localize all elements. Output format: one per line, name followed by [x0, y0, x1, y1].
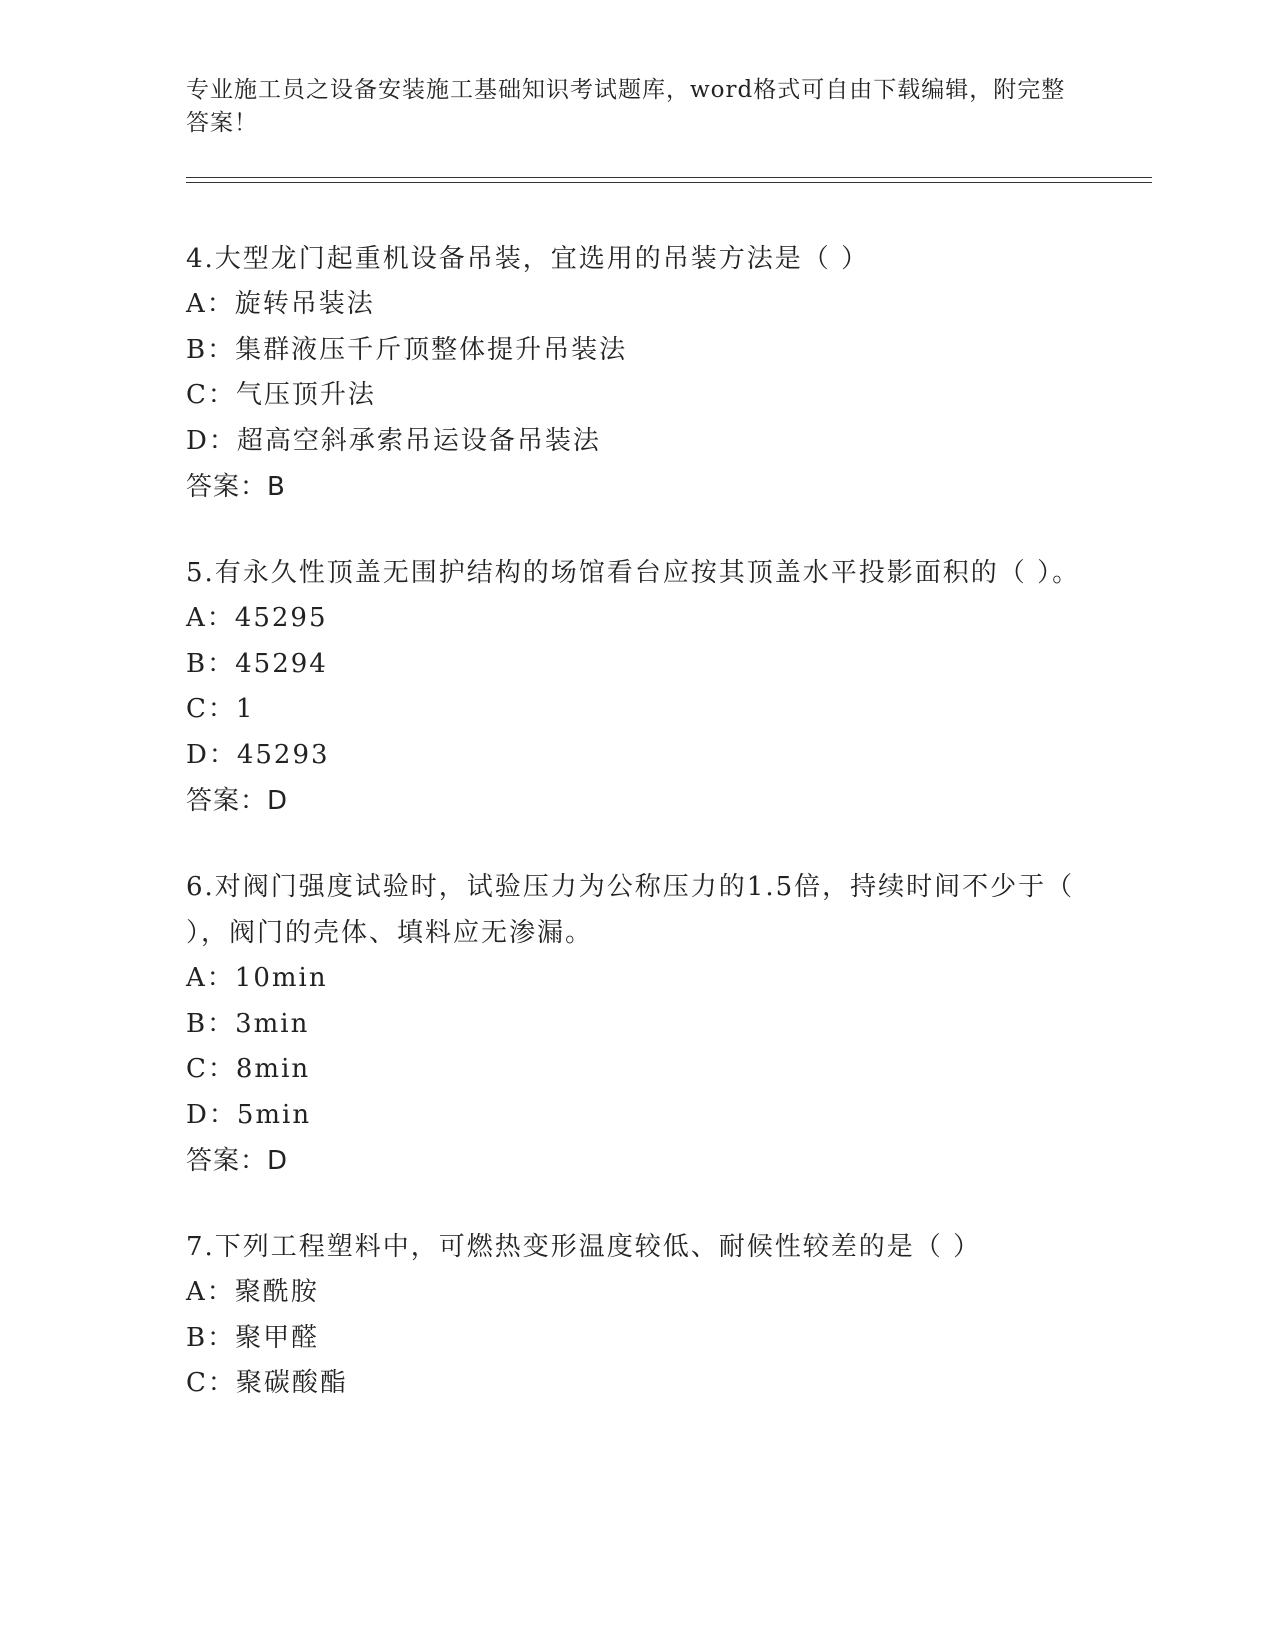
question-6 [186, 864, 1086, 1184]
option-b: B：聚甲醛 [186, 1322, 320, 1353]
answer-label: 答案：D [186, 1146, 289, 1176]
option-c: C：气压顶升法 [186, 380, 376, 410]
question-text: 6.对阀门强度试验时，试验压力为公称压力的1.5倍，持续时间不少于（ ），阀门的壳体、填料应无渗漏。 [186, 872, 1075, 948]
option-b: B：3min [186, 1008, 310, 1039]
option-c: C：聚碳酸酯 [186, 1368, 348, 1398]
option-a: A：45295 [186, 603, 328, 633]
question-text: 4.大型龙门起重机设备吊装，宜选用的吊装方法是（ ） [186, 244, 870, 274]
option-a: A：聚酰胺 [186, 1277, 319, 1307]
question-text: 7.下列工程塑料中，可燃热变形温度较低、耐候性较差的是（ ） [186, 1232, 982, 1262]
option-b: B：45294 [186, 648, 328, 679]
answer-label: 答案：B [186, 472, 286, 502]
option-b: B：集群液压千斤顶整体提升吊装法 [186, 334, 628, 365]
question-text: 5.有永久性顶盖无围护结构的场馆看台应按其顶盖水平投影面积的（ ）。 [186, 558, 1081, 588]
header-divider-bottom [186, 182, 1152, 183]
answer-label: 答案：D [186, 786, 289, 816]
question-5 [186, 550, 1086, 824]
option-d: D：5min [186, 1099, 312, 1130]
question-4 [186, 236, 1086, 510]
option-d: D：45293 [186, 739, 330, 770]
option-a: A：10min [186, 963, 328, 993]
question-list [186, 236, 1086, 1447]
header-divider-top [186, 177, 1152, 178]
question-7 [186, 1224, 1086, 1407]
document-header: 专业施工员之设备安装施工基础知识考试题库，word格式可自由下载编辑，附完整答案！ [186, 77, 1066, 136]
option-a: A：旋转吊装法 [186, 289, 375, 319]
option-c: C：8min [186, 1054, 311, 1084]
option-d: D：超高空斜承索吊运设备吊装法 [186, 425, 601, 456]
option-c: C：1 [186, 694, 255, 724]
